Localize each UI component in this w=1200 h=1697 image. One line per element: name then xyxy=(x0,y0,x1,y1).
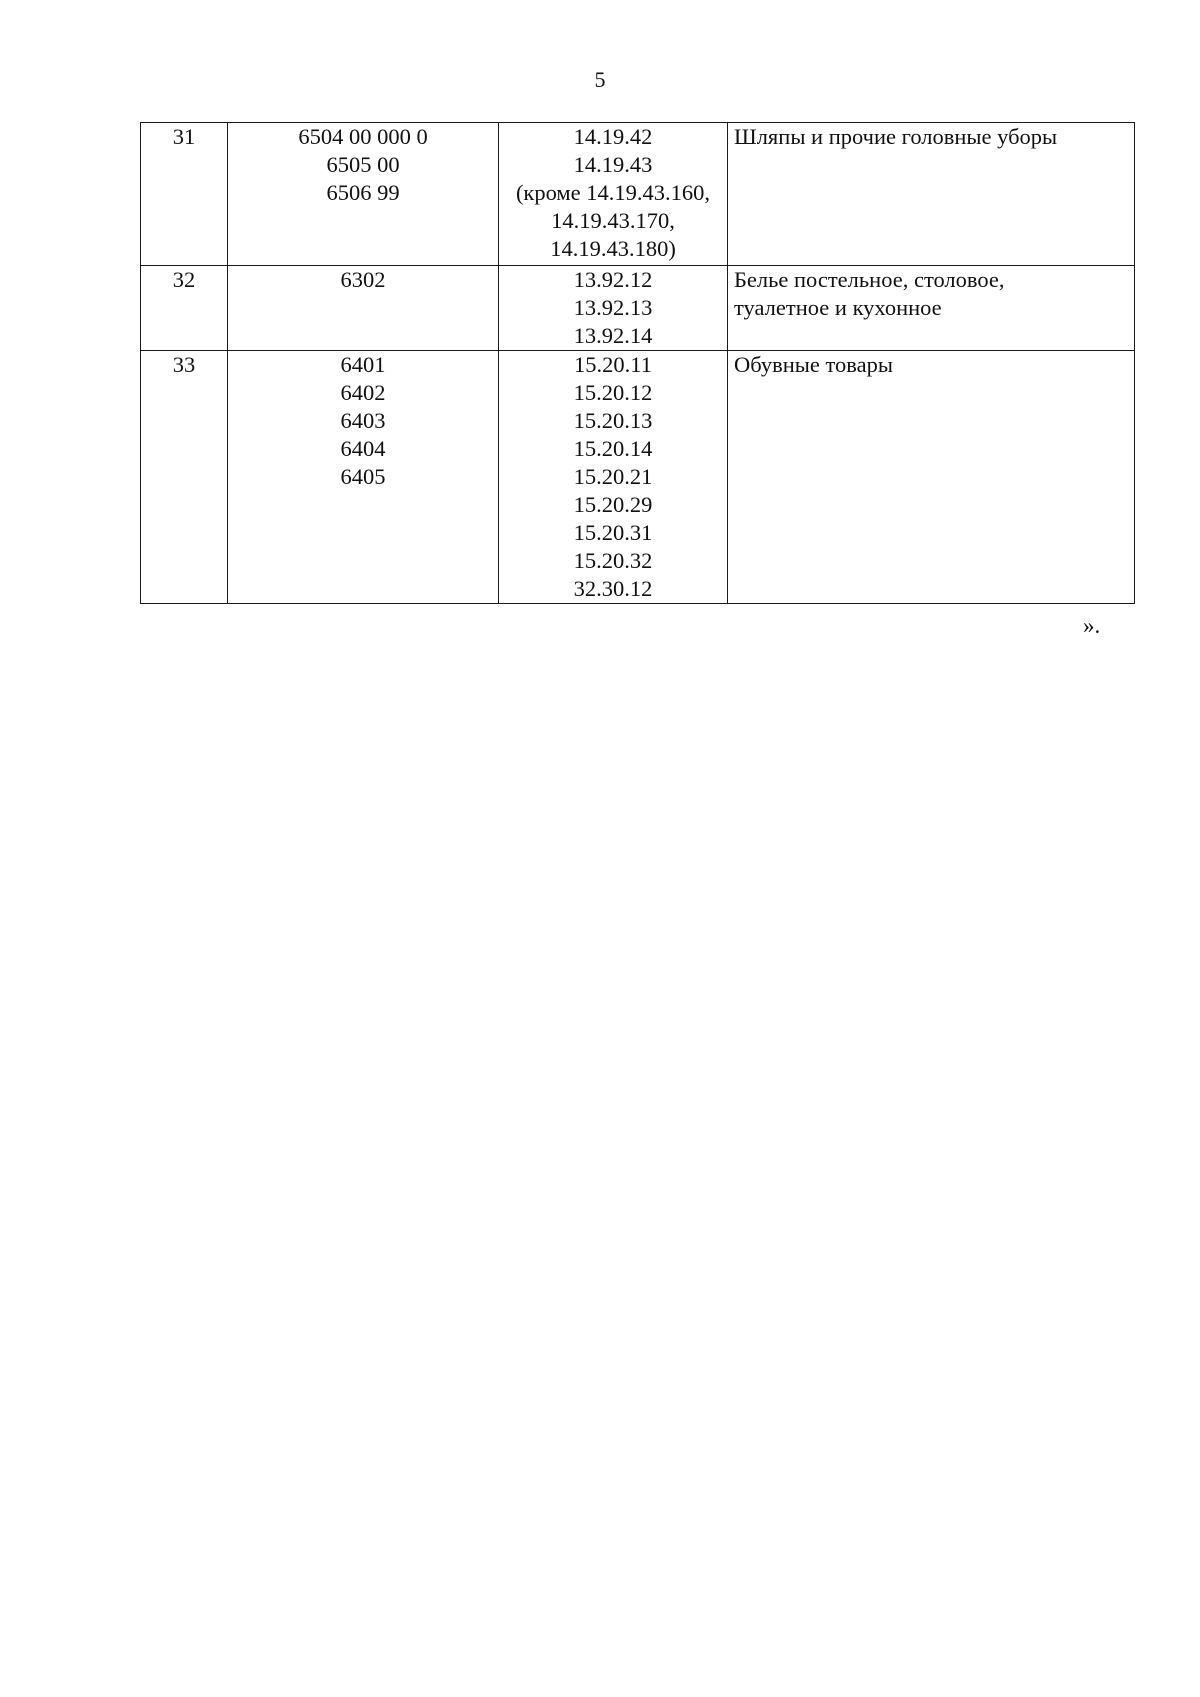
product-name: Шляпы и прочие головные уборы xyxy=(734,124,1058,149)
okpd-code: 15.20.31 xyxy=(573,520,653,545)
tnved-code: 6404 xyxy=(340,436,386,461)
okpd-code: 13.92.13 xyxy=(573,295,653,320)
okpd-code: (кроме 14.19.43.160, xyxy=(515,180,711,205)
okpd-code: 15.20.32 xyxy=(573,548,653,573)
table-row xyxy=(141,266,1135,351)
tnved-code: 6505 00 xyxy=(326,152,400,177)
okpd-code: 15.20.13 xyxy=(573,408,653,433)
okpd-code: 14.19.42 xyxy=(573,124,653,149)
row-number: 32 xyxy=(172,267,196,292)
okpd-code: 15.20.21 xyxy=(573,464,653,489)
okpd-code: 15.20.14 xyxy=(573,436,653,461)
okpd-code: 14.19.43 xyxy=(573,152,653,177)
row-number-cell xyxy=(141,351,228,604)
tnved-code: 6504 00 000 0 xyxy=(298,124,428,149)
okpd-code: 13.92.14 xyxy=(573,323,653,348)
row-number-cell xyxy=(141,266,228,351)
row-number: 33 xyxy=(172,352,196,377)
tnved-codes-cell xyxy=(228,351,499,604)
tnved-code: 6403 xyxy=(340,408,386,433)
goods-table xyxy=(140,122,1135,604)
okpd-codes-cell xyxy=(499,351,728,604)
row-number-cell xyxy=(141,123,228,266)
tnved-codes-cell xyxy=(228,266,499,351)
okpd-codes-cell xyxy=(499,266,728,351)
tnved-code: 6401 xyxy=(340,352,386,377)
okpd-code: 14.19.43.170, xyxy=(551,208,675,233)
okpd-code: 32.30.12 xyxy=(573,576,653,601)
product-name-cell xyxy=(728,351,1135,604)
okpd-code: 15.20.29 xyxy=(573,492,653,517)
product-name: Белье постельное, столовое, xyxy=(734,267,1005,292)
table-row xyxy=(141,123,1135,266)
closing-quote: ». xyxy=(1083,613,1101,638)
tnved-code: 6302 xyxy=(340,267,386,292)
tnved-code: 6402 xyxy=(340,380,386,405)
okpd-code: 15.20.11 xyxy=(574,352,652,377)
product-name: Обувные товары xyxy=(734,352,893,377)
product-name-cell xyxy=(728,266,1135,351)
product-name: туалетное и кухонное xyxy=(734,295,942,320)
tnved-codes-cell xyxy=(228,123,499,266)
tnved-code: 6506 99 xyxy=(326,180,400,205)
product-name-cell xyxy=(728,123,1135,266)
tnved-code: 6405 xyxy=(340,464,386,489)
table-row xyxy=(141,351,1135,604)
okpd-code: 15.20.12 xyxy=(573,380,653,405)
row-number: 31 xyxy=(172,124,196,149)
okpd-code: 14.19.43.180) xyxy=(550,236,676,261)
page-number: 5 xyxy=(594,67,606,92)
okpd-codes-cell xyxy=(499,123,728,266)
okpd-code: 13.92.12 xyxy=(573,267,653,292)
